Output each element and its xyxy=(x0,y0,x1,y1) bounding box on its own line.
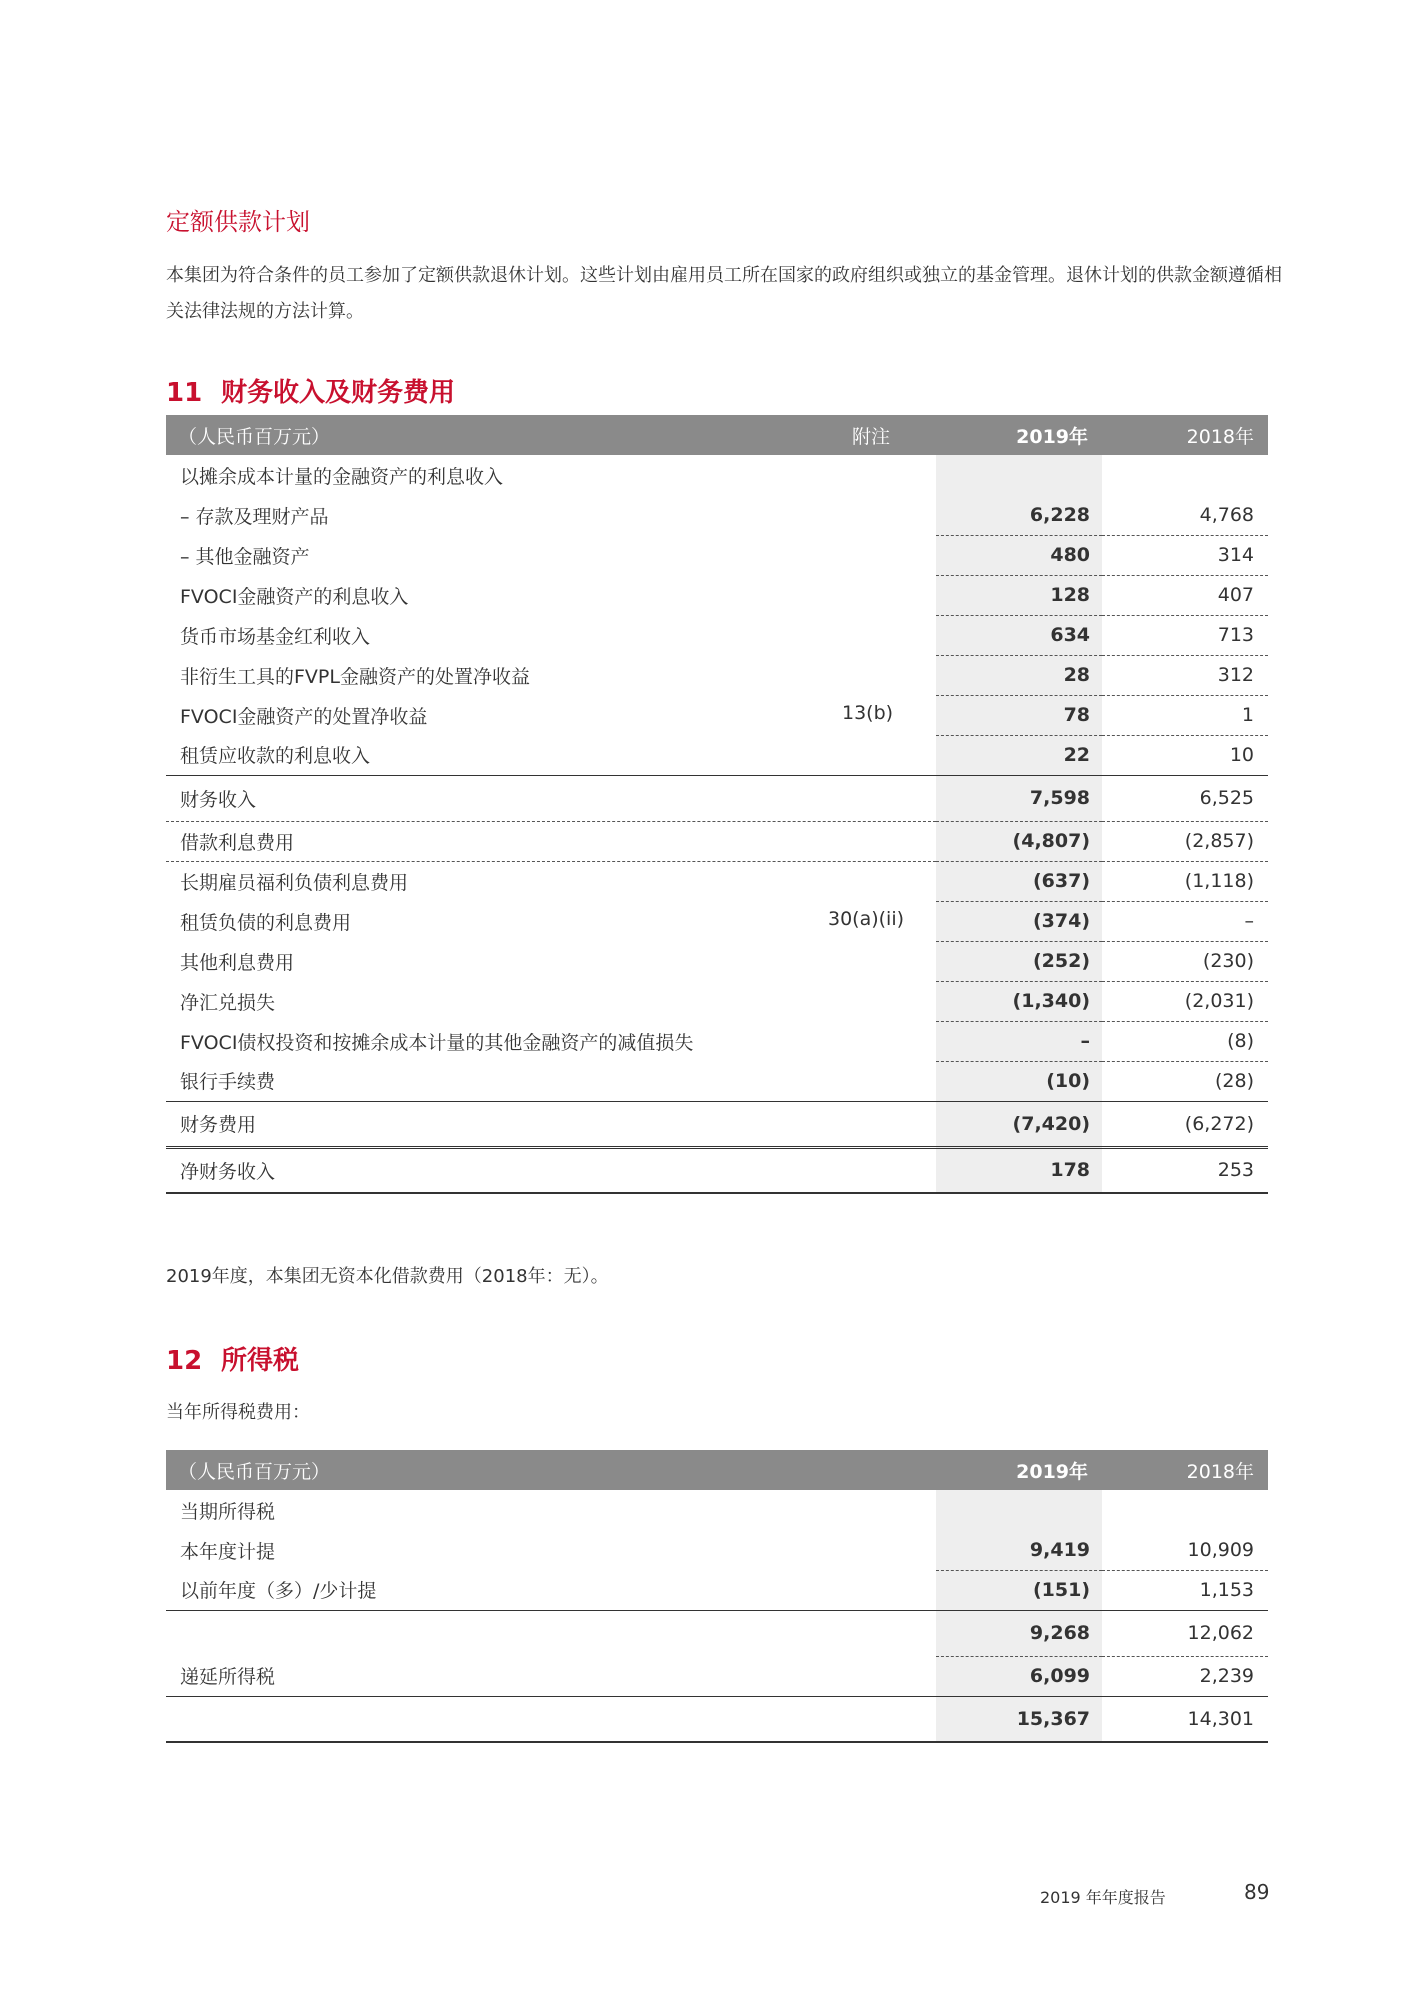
table-row xyxy=(166,615,1268,655)
row-2018: 312 xyxy=(1102,655,1268,695)
header-2018: 2018年 xyxy=(1102,1450,1268,1490)
table-row xyxy=(166,941,1268,981)
row-label: FVOCI债权投资和按摊余成本计量的其他金融资产的减值损失 xyxy=(180,1031,694,1054)
row-2019: 634 xyxy=(936,615,1102,655)
row-2019: 9,419 xyxy=(936,1530,1102,1570)
row-2018: 4,768 xyxy=(1102,495,1268,535)
row-label: – 其他金融资产 xyxy=(180,545,310,568)
pension-title: 定额供款计划 xyxy=(166,208,310,236)
row-2018: (2,031) xyxy=(1102,981,1268,1021)
section-11-heading xyxy=(166,372,455,409)
finance-table xyxy=(166,415,1268,1194)
row-label: 当期所得税 xyxy=(180,1500,276,1523)
section-11-number: 11 xyxy=(166,378,203,408)
table-row xyxy=(166,1490,1268,1530)
row-label: 净财务收入 xyxy=(166,1147,936,1193)
table-row xyxy=(166,655,1268,695)
row-label: 非衍生工具的FVPL金融资产的处置净收益 xyxy=(180,665,530,688)
row-2018: (8) xyxy=(1102,1021,1268,1061)
finance-table-header xyxy=(166,415,1268,455)
row-label xyxy=(166,1696,936,1742)
income-tax-table-header xyxy=(166,1450,1268,1490)
row-label: 递延所得税 xyxy=(166,1656,936,1696)
row-2018: – xyxy=(1102,901,1268,941)
row-2019: 128 xyxy=(936,575,1102,615)
section-12-number: 12 xyxy=(166,1346,203,1376)
row-2018: (28) xyxy=(1102,1061,1268,1101)
header-2018: 2018年 xyxy=(1102,415,1268,455)
table-row xyxy=(166,535,1268,575)
table-row xyxy=(166,695,1268,735)
row-note: 13(b) xyxy=(842,701,894,724)
row-2019: 28 xyxy=(936,655,1102,695)
row-2019: 6,099 xyxy=(936,1656,1102,1696)
row-2018: 14,301 xyxy=(1102,1696,1268,1742)
page-number: 89 xyxy=(1244,1880,1270,1904)
header-2019: 2019年 xyxy=(936,415,1102,455)
table-row xyxy=(166,775,1268,821)
row-2018: (230) xyxy=(1102,941,1268,981)
header-label: （人民币百万元） xyxy=(166,1450,936,1490)
row-2019: 78 xyxy=(936,695,1102,735)
table-row xyxy=(166,821,1268,861)
section-11-footnote: 2019年度，本集团无资本化借款费用（2018年：无）。 xyxy=(166,1266,609,1287)
row-2019: (252) xyxy=(936,941,1102,981)
row-label: 本年度计提 xyxy=(180,1540,276,1563)
row-label: 货币市场基金红利收入 xyxy=(180,625,371,648)
table-row xyxy=(166,1610,1268,1656)
row-2019: 6,228 xyxy=(936,495,1102,535)
section-11-title: 财务收入及财务费用 xyxy=(221,378,456,408)
table-row xyxy=(166,901,1268,941)
section-12-intro: 当年所得税费用： xyxy=(166,1402,310,1423)
row-2019: (1,340) xyxy=(936,981,1102,1021)
row-2019: (7,420) xyxy=(936,1101,1102,1147)
table-row xyxy=(166,981,1268,1021)
row-2019 xyxy=(936,455,1102,495)
table-row xyxy=(166,1570,1268,1610)
footer-report-name: 2019 年年度报告 xyxy=(1040,1888,1166,1907)
row-2018 xyxy=(1102,455,1268,495)
row-2018: (2,857) xyxy=(1102,821,1268,861)
row-2019: (4,807) xyxy=(936,821,1102,861)
table-row xyxy=(166,1147,1268,1193)
header-label: （人民币百万元） 附注 xyxy=(166,415,936,455)
row-2019: (10) xyxy=(936,1061,1102,1101)
table-row xyxy=(166,1061,1268,1101)
section-12-title: 所得税 xyxy=(221,1346,300,1376)
row-2019: (637) xyxy=(936,861,1102,901)
row-label xyxy=(166,1610,936,1656)
row-2018: 6,525 xyxy=(1102,775,1268,821)
row-2019: (151) xyxy=(936,1570,1102,1610)
row-label: 租赁应收款的利息收入 xyxy=(166,735,936,775)
header-note: 附注 xyxy=(852,425,891,448)
income-tax-table xyxy=(166,1450,1268,1743)
row-2018: 12,062 xyxy=(1102,1610,1268,1656)
row-label: 借款利息费用 xyxy=(166,821,936,861)
table-row xyxy=(166,1656,1268,1696)
row-2019: 480 xyxy=(936,535,1102,575)
row-2018: 1,153 xyxy=(1102,1570,1268,1610)
table-row xyxy=(166,495,1268,535)
row-2019: (374) xyxy=(936,901,1102,941)
row-label: 净汇兑损失 xyxy=(180,991,276,1014)
row-2018: (6,272) xyxy=(1102,1101,1268,1147)
row-label: 银行手续费 xyxy=(166,1061,936,1101)
pension-paragraph: 本集团为符合条件的员工参加了定额供款退休计划。这些计划由雇用员工所在国家的政府组织或独立的基金管理。退休计划的供款金额遵循相关法律法规的方法计算。 xyxy=(166,265,1282,322)
row-label: 以摊余成本计量的金融资产的利息收入 xyxy=(180,465,504,488)
table-row xyxy=(166,455,1268,495)
row-2018: 2,239 xyxy=(1102,1656,1268,1696)
table-row xyxy=(166,735,1268,775)
row-2019 xyxy=(936,1490,1102,1530)
table-row xyxy=(166,1101,1268,1147)
row-label: 财务收入 xyxy=(166,775,936,821)
row-2018: 10,909 xyxy=(1102,1530,1268,1570)
table-row xyxy=(166,575,1268,615)
row-2019: 7,598 xyxy=(936,775,1102,821)
row-2018: 713 xyxy=(1102,615,1268,655)
row-2018: 314 xyxy=(1102,535,1268,575)
table-row xyxy=(166,1021,1268,1061)
row-note: 30(a)(ii) xyxy=(828,907,905,930)
row-2019: 178 xyxy=(936,1147,1102,1193)
row-2019: 22 xyxy=(936,735,1102,775)
row-2018 xyxy=(1102,1490,1268,1530)
row-label: 其他利息费用 xyxy=(180,951,295,974)
row-label: 长期雇员福利负债利息费用 xyxy=(180,871,409,894)
header-2019: 2019年 xyxy=(936,1450,1102,1490)
row-2018: 253 xyxy=(1102,1147,1268,1193)
row-2018: 1 xyxy=(1102,695,1268,735)
row-label: 以前年度（多）/少计提 xyxy=(166,1570,936,1610)
row-2019: 9,268 xyxy=(936,1610,1102,1656)
row-label: 租赁负债的利息费用 30(a)(ii) xyxy=(180,907,905,934)
row-2019: – xyxy=(936,1021,1102,1061)
row-2018: (1,118) xyxy=(1102,861,1268,901)
row-2018: 407 xyxy=(1102,575,1268,615)
row-label: FVOCI金融资产的处置净收益 13(b) xyxy=(180,701,894,728)
row-2019: 15,367 xyxy=(936,1696,1102,1742)
row-label: 财务费用 xyxy=(166,1101,936,1147)
table-row xyxy=(166,861,1268,901)
row-label: – 存款及理财产品 xyxy=(180,505,329,528)
row-2018: 10 xyxy=(1102,735,1268,775)
table-row xyxy=(166,1696,1268,1742)
row-label: FVOCI金融资产的利息收入 xyxy=(180,585,409,608)
section-12-heading xyxy=(166,1340,299,1377)
table-row xyxy=(166,1530,1268,1570)
